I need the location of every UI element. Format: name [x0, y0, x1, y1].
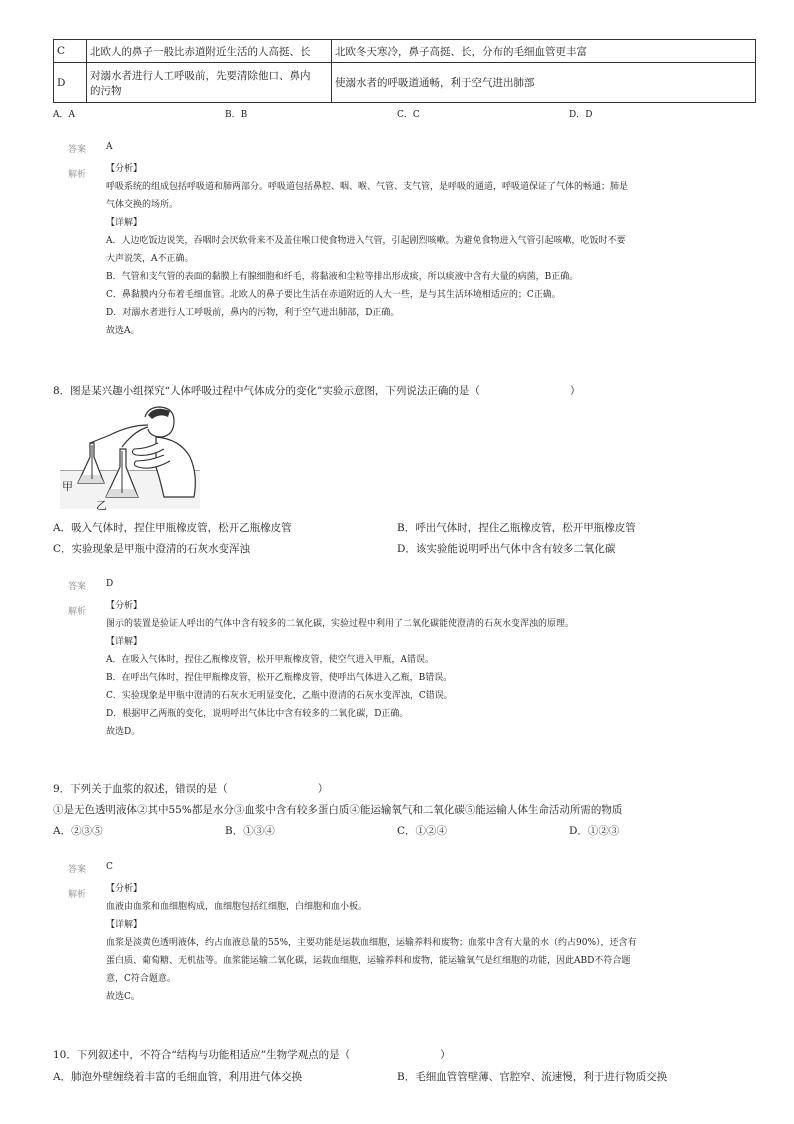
- analysis-block: [106, 880, 637, 1006]
- analysis-line: 故选C。: [106, 992, 140, 1002]
- row-content: [87, 63, 332, 103]
- analysis-line: 【详解】: [106, 637, 143, 647]
- answer-label: 答案: [68, 145, 87, 155]
- analysis-line: 意，C符合题意。: [106, 974, 176, 984]
- question-items: ①是无色透明液体②其中55%都是水分③血浆中含有较多蛋白质④能运输氧气和二氧化碳⑤能运输人体生命活动所需的物质: [53, 804, 623, 816]
- row-reason: 北欧冬天寒冷，鼻子高挺、长，分布的毛细血管更丰富: [332, 40, 756, 63]
- analysis-line: B．气管和支气管的表面的黏膜上有腺细胞和纤毛，将黏液和尘粒等排出形成痰，所以痰液中含有大量的病菌，B正确。: [106, 272, 579, 282]
- analysis-line: 气体交换的场所。: [106, 200, 179, 210]
- row-key: C: [54, 40, 87, 63]
- analysis-line: 【分析】: [106, 601, 143, 611]
- analysis-line: 蛋白质、葡萄糖、无机盐等。血浆能运输二氧化碳，运载血细胞，运输养料和废物，能运输氧气是红细胞的功能，因此ABD不符合题: [106, 956, 631, 966]
- row-content: 北欧人的鼻子一般比赤道附近生活的人高挺、长: [87, 40, 332, 63]
- table-row: [54, 40, 756, 63]
- question-stem: 10．下列叙述中，不符合“结构与功能相适应”生物学观点的是（ ）: [53, 1049, 451, 1061]
- analysis-label: 解析: [68, 890, 87, 900]
- analysis-line: 血液由血浆和血细胞构成，血细胞包括红细胞，白细胞和血小板。: [106, 902, 368, 912]
- choice-d: D．该实验能说明呼出气体中含有较多二氧化碳: [397, 543, 616, 555]
- answer-label: 答案: [68, 582, 87, 592]
- analysis-label: 解析: [68, 607, 87, 617]
- choice-a: A．②③⑤: [53, 825, 103, 837]
- analysis-block: [106, 160, 628, 340]
- experiment-figure: [60, 405, 210, 513]
- answer-value: C: [106, 862, 113, 872]
- analysis-line: 【详解】: [106, 920, 143, 930]
- analysis-line: 【分析】: [106, 164, 143, 174]
- choice-d: D．①②③: [569, 825, 620, 837]
- analysis-line: 图示的装置是验证人呼出的气体中含有较多的二氧化碳，实验过程中利用了二氧化碳能使澄清的石灰水变浑浊的原理。: [106, 619, 575, 629]
- analysis-line: 【分析】: [106, 884, 143, 894]
- choice-b: B．B: [225, 110, 248, 120]
- choice-c: C．实验现象是甲瓶中澄清的石灰水变浑浊: [53, 543, 251, 555]
- analysis-line: 呼吸系统的组成包括呼吸道和肺两部分。呼吸道包括鼻腔、咽、喉、气管、支气管，是呼吸的通道，呼吸道保证了气体的畅通；肺是: [106, 182, 629, 192]
- analysis-line: B．在呼出气体时，捏住甲瓶橡皮管，松开乙瓶橡皮管，使呼出气体进入乙瓶，B错误。: [106, 673, 453, 683]
- analysis-line: 血浆是淡黄色透明液体，约占血液总量的55%，主要功能是运载血细胞，运输养料和废物；血浆中含有大量的水（约占90%），还含有: [106, 938, 637, 948]
- row-content-line: 的污物: [90, 84, 122, 97]
- choice-b: B．呼出气体时，捏住乙瓶橡皮管，松开甲瓶橡皮管: [397, 522, 636, 534]
- table-row: [54, 63, 756, 103]
- choice-a: A．A: [53, 110, 75, 120]
- label-jia: 甲: [62, 480, 73, 493]
- choice-b: B．毛细血管管壁薄、官腔窄、流速慢，利于进行物质交换: [397, 1071, 668, 1083]
- analysis-line: A．在吸入气体时，捏住乙瓶橡皮管，松开甲瓶橡皮管，使空气进入甲瓶，A错误。: [106, 655, 435, 665]
- tube-line: [90, 425, 148, 443]
- analysis-line: D．对溺水者进行人工呼吸前，鼻内的污物，利于空气进出肺部，D正确。: [106, 308, 400, 318]
- analysis-line: 【详解】: [106, 218, 143, 228]
- choice-b: B．①③④: [225, 825, 275, 837]
- analysis-line: A．人边吃饭边说笑，吞咽时会厌软骨来不及盖住喉口使食物进入气管，引起剧烈咳嗽。为避免食物进入气管引起咳嗽，吃饭时不要: [106, 236, 626, 246]
- choice-c: C．C: [397, 110, 420, 120]
- analysis-line: D．根据甲乙两瓶的变化，说明呼出气体比中含有较多的二氧化碳，D正确。: [106, 709, 409, 719]
- flask-jia: [78, 443, 104, 483]
- q7-options-table: [53, 39, 756, 103]
- choice-c: C．①②④: [397, 825, 448, 837]
- analysis-line: 故选A。: [106, 326, 140, 336]
- tube-line: [122, 427, 148, 447]
- answer-label: 答案: [68, 865, 87, 875]
- analysis-line: 大声说笑，A不正确。: [106, 254, 194, 264]
- answer-value: A: [106, 142, 113, 152]
- choice-d: D．D: [569, 110, 593, 120]
- question-stem: 8．图是某兴趣小组探究“人体呼吸过程中气体成分的变化”实验示意图，下列说法正确的是（ ）: [53, 385, 581, 397]
- analysis-block: [106, 597, 574, 741]
- analysis-line: C．鼻黏膜内分布着毛细血管。北欧人的鼻子要比生活在赤道附近的人大一些，是与其生活环境相适应的；C正确。: [106, 290, 561, 300]
- label-yi: 乙: [96, 499, 107, 512]
- row-key: D: [54, 63, 87, 103]
- analysis-line: C．实验现象是甲瓶中澄清的石灰水无明显变化，乙瓶中澄清的石灰水变浑浊，C错误。: [106, 691, 453, 701]
- choice-a: A．肺泡外壁缠绕着丰富的毛细血管，利用进气体交换: [53, 1071, 303, 1083]
- row-reason: 使溺水者的呼吸道通畅，利于空气进出肺部: [332, 63, 756, 103]
- question-stem: 9．下列关于血浆的叙述，错误的是（ ）: [53, 783, 329, 795]
- analysis-label: 解析: [68, 170, 87, 180]
- analysis-line: 故选D。: [106, 727, 141, 737]
- answer-value: D: [106, 579, 114, 589]
- row-content-line: 对溺水者进行人工呼吸前，先要清除他口、鼻内: [90, 69, 311, 82]
- choice-a: A．吸入气体时，捏住甲瓶橡皮管，松开乙瓶橡皮管: [53, 522, 292, 534]
